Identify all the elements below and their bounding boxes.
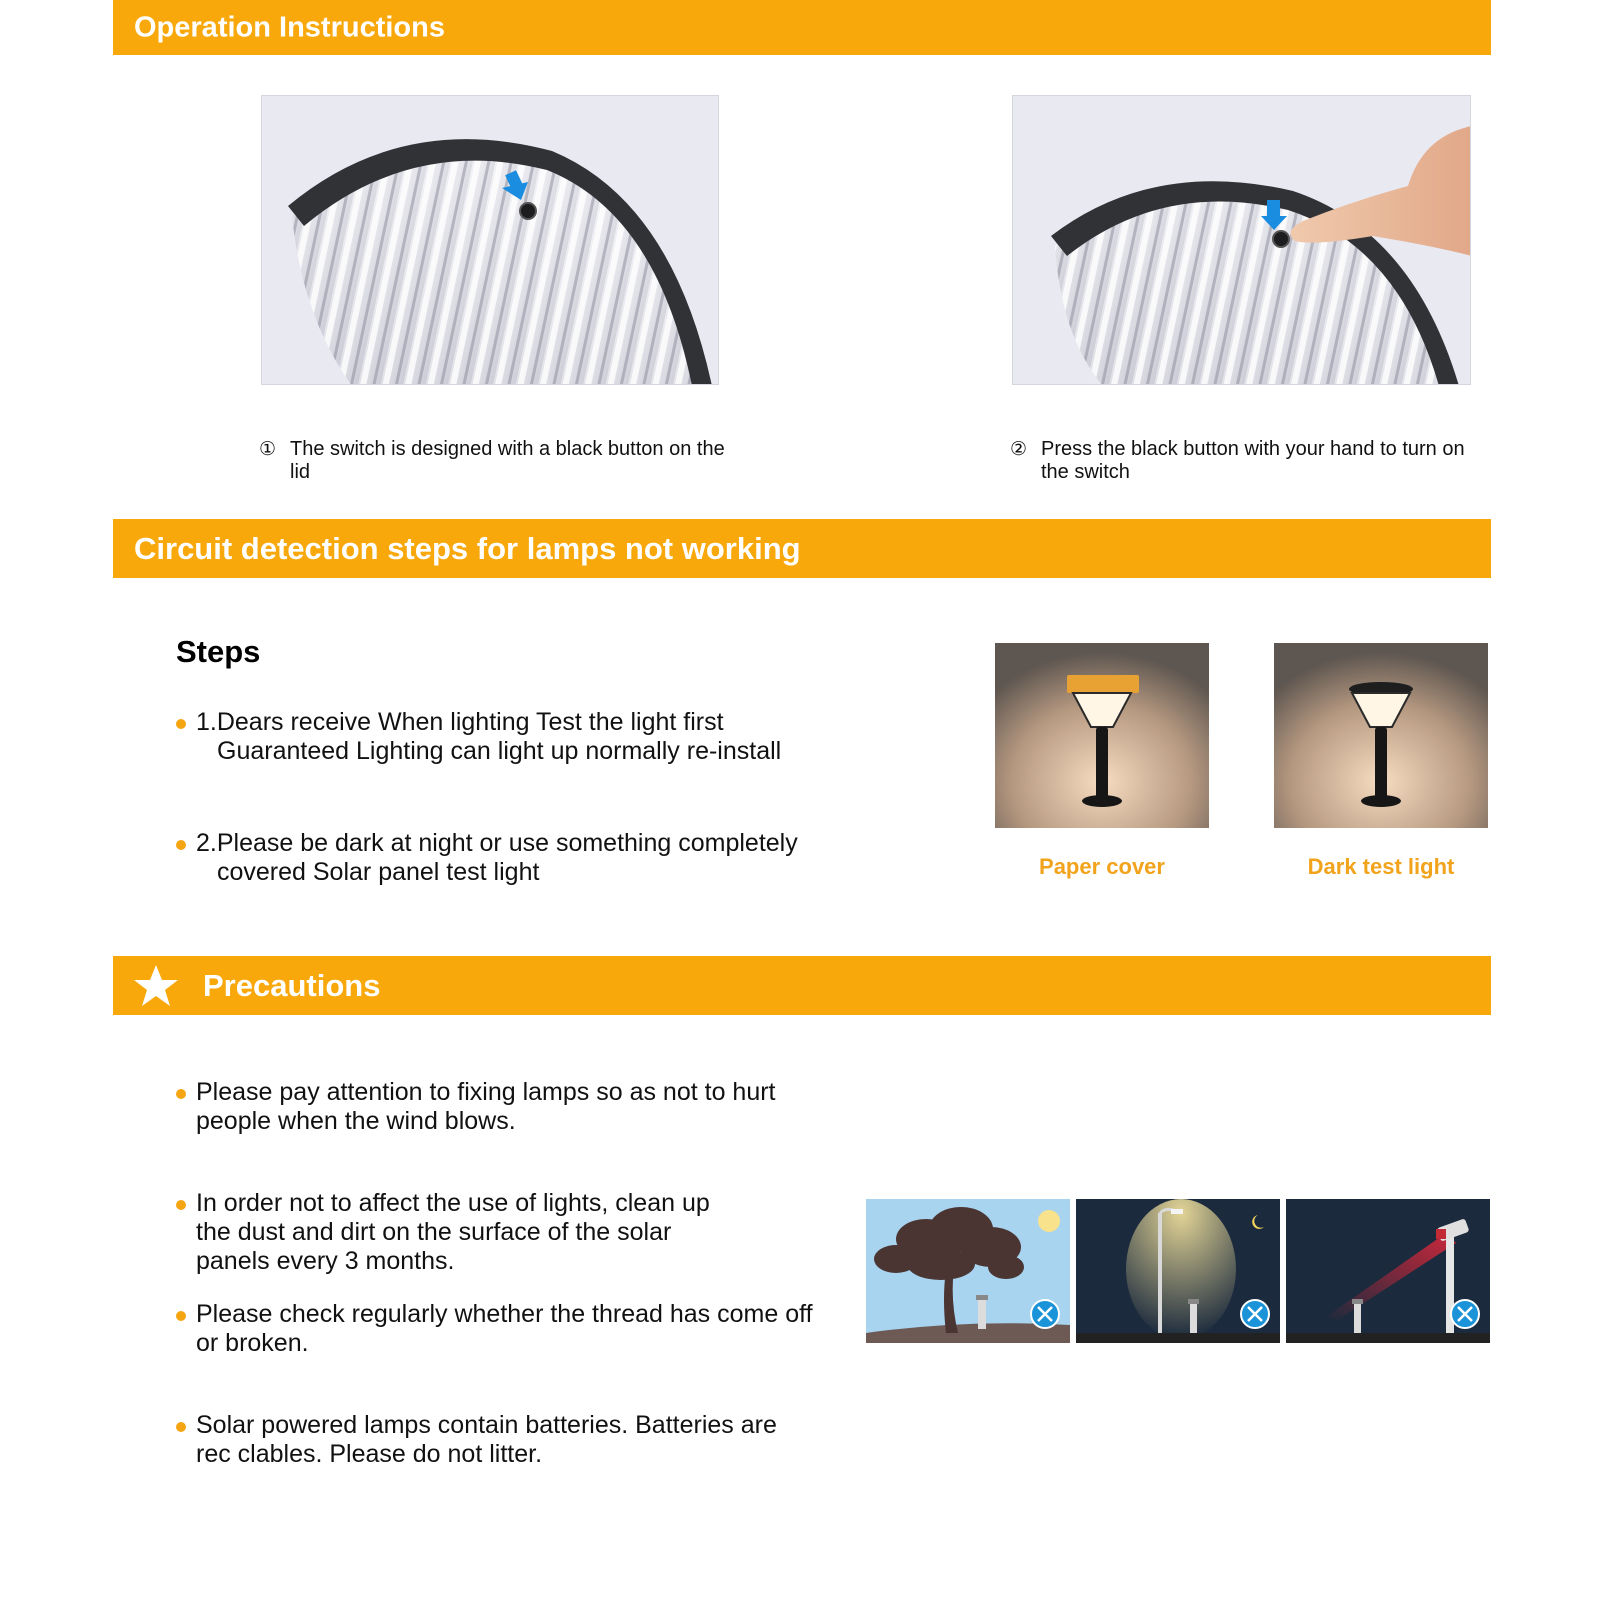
x-circle-icon bbox=[1241, 1300, 1269, 1328]
bullet-dot bbox=[176, 1311, 186, 1321]
circuit-detection-title: Circuit detection steps for lamps not working bbox=[134, 530, 801, 566]
precautions-title: Precautions bbox=[203, 967, 381, 1003]
step-2-line-1: 2.Please be dark at night or use something completely bbox=[196, 829, 798, 857]
x-circle-icon bbox=[1031, 1300, 1059, 1328]
bullet-dot bbox=[176, 1089, 186, 1099]
precaution-item-2-text: In order not to affect the use of lights, clean up the dust and dirt on the surface of the solar panels every 3 months. bbox=[196, 1189, 710, 1275]
bullet-dot bbox=[176, 1200, 186, 1210]
operation-caption-2 bbox=[1010, 438, 1490, 484]
step-number-2: ② bbox=[1010, 439, 1028, 460]
bullet-dot bbox=[176, 1422, 186, 1432]
circuit-detection-banner bbox=[113, 519, 1491, 578]
star-icon bbox=[133, 963, 179, 1009]
paper-cover-photo bbox=[995, 643, 1209, 828]
operation-caption-1-text: The switch is designed with a black button on the lid bbox=[290, 438, 725, 483]
step-1-line-1: 1.Dears receive When lighting Test the light first bbox=[196, 708, 724, 736]
bullet-dot bbox=[176, 840, 186, 850]
switch-button-photo bbox=[261, 95, 719, 385]
precaution-item-2 bbox=[176, 1189, 736, 1276]
precaution-item-3-text: Please check regularly whether the thread has come off or broken. bbox=[196, 1300, 813, 1357]
operation-caption-1 bbox=[259, 438, 729, 484]
steps-heading: Steps bbox=[176, 634, 261, 669]
sun-icon bbox=[1038, 1210, 1060, 1232]
bullet-dot bbox=[176, 719, 186, 729]
step-item-1 bbox=[176, 708, 836, 766]
step-number-1: ① bbox=[259, 439, 277, 460]
step-1-line-2: Guaranteed Lighting can light up normally re-install bbox=[217, 737, 782, 765]
precaution-item-3 bbox=[176, 1300, 816, 1358]
precaution-item-4 bbox=[176, 1411, 816, 1469]
operation-instructions-title: Operation Instructions bbox=[134, 11, 445, 43]
precautions-banner bbox=[113, 956, 1491, 1015]
shade-under-tree-illustration bbox=[866, 1199, 1070, 1343]
precaution-item-4-text: Solar powered lamps contain batteries. Batteries are rec clables. Please do not litter. bbox=[196, 1411, 777, 1468]
operation-caption-2-text: Press the black button with your hand to turn on the switch bbox=[1041, 438, 1465, 483]
step-2-line-2: covered Solar panel test light bbox=[217, 858, 540, 886]
infrared-camera-illustration bbox=[1286, 1199, 1490, 1343]
dark-test-light-photo bbox=[1274, 643, 1488, 828]
x-circle-icon bbox=[1451, 1300, 1479, 1328]
press-button-photo bbox=[1012, 95, 1471, 385]
operation-instructions-banner bbox=[113, 0, 1491, 55]
paper-cover-caption: Paper cover bbox=[1039, 854, 1165, 879]
near-street-light-illustration bbox=[1076, 1199, 1280, 1343]
precaution-item-1 bbox=[176, 1078, 816, 1136]
dark-test-light-caption: Dark test light bbox=[1307, 854, 1455, 879]
step-item-2 bbox=[176, 829, 836, 887]
precaution-item-1-text: Please pay attention to fixing lamps so as not to hurt people when the wind blows. bbox=[196, 1078, 776, 1135]
